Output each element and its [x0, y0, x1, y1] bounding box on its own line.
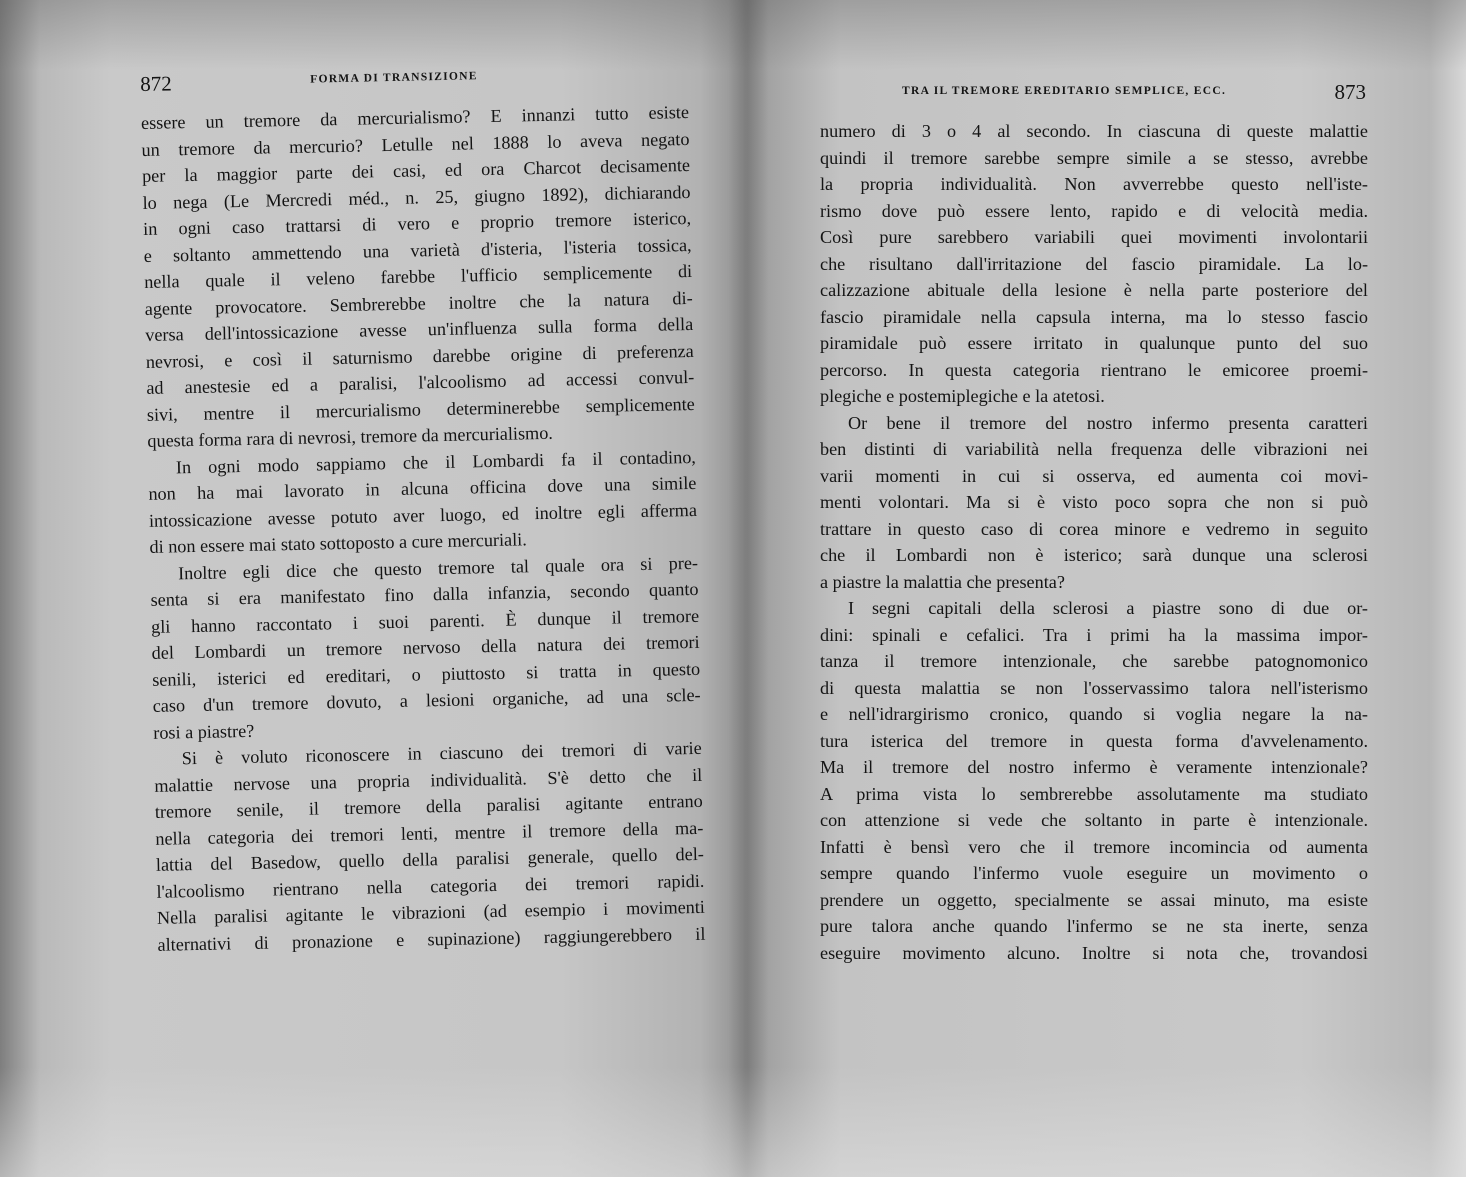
text-line: trattare in questo caso di corea minore e vedremo in seguito — [820, 518, 1368, 539]
text-line: di questa malattia se non l'osservassimo talora nell'isterismo — [820, 677, 1368, 698]
text-line: numero di 3 o 4 al secondo. In ciascuna di queste malattie — [820, 121, 1368, 141]
text-line: percorso. In questa categoria rientrano le emicoree proemi- — [820, 359, 1368, 380]
text-line: I segni capitali della sclerosi a piastre sono di due or- — [848, 598, 1368, 618]
bottom-glare — [0, 1067, 1466, 1177]
text-line: intossicazione avesse potuto aver luogo, ed inoltre egli afferma — [148, 499, 698, 531]
text-line: malattie nervose una propria individualità. S'è detto che il — [154, 764, 703, 796]
right-page-header — [820, 80, 1368, 108]
text-line: un tremore da mercurio? Letulle nel 1888 lo aveva negato — [141, 128, 690, 160]
text-line: sempre quando l'infermo vuole eseguire un movimento o — [820, 863, 1368, 883]
text-line: agente provocatore. Sembrerebbe inoltre che la natura di- — [144, 287, 693, 319]
text-line: tura isterica del tremore in questa forma d'avvelenamento. — [820, 730, 1368, 751]
text-line: del Lombardi un tremore nervoso della natura dei tremori — [151, 631, 700, 663]
text-line: Così pure sarebbero variabili quei movimenti involontarii — [820, 227, 1368, 247]
text-line: versa dell'intossicazione avesse un'influenza sulla forma della — [145, 313, 694, 345]
text-line: caso d'un tremore dovuto, a lesioni organiche, ad una scle- — [152, 684, 701, 716]
left-page — [140, 61, 706, 958]
text-line: tanza il tremore intenzionale, che sarebbe patognomonico — [820, 651, 1368, 671]
text-line: lo nega (Le Mercredi méd., n. 25, giugno 1892), dichiarando — [142, 181, 691, 213]
text-line: piramidale può essere irritato in qualunque punto del suo — [820, 333, 1368, 353]
text-line: calizzazione abituale della lesione è nella parte posteriore del — [820, 280, 1368, 300]
text-line: fascio piramidale nella capsula interna, ma lo stesso fascio — [820, 306, 1368, 327]
text-line: rismo dove può essere lento, rapido e di velocità media. — [820, 200, 1368, 221]
right-page-number: 873 — [1334, 80, 1366, 104]
text-line: varii momenti in cui si osserva, ed aumenta coi movi- — [820, 465, 1368, 486]
text-line: In ogni modo sappiamo che il Lombardi fa il contadino, — [175, 446, 697, 477]
text-line: Nella paralisi agitante le vibrazioni (ad esempio i movimenti — [156, 896, 706, 928]
right-page-text — [820, 118, 1368, 966]
text-line: Or bene il tremore del nostro infermo presenta caratteri — [848, 412, 1368, 433]
text-line: di non essere mai stato sottoposto a cure mercuriali. — [149, 529, 527, 557]
text-line: per la maggior parte dei casi, ed ora Charcot decisamente — [141, 154, 691, 186]
text-line: Si è voluto riconoscere in ciascuno dei tremori di varie — [181, 737, 702, 769]
right-page — [820, 80, 1368, 966]
text-line: che il Lombardi non è isterico; sarà dunque una sclerosi — [820, 545, 1368, 565]
text-line: gli hanno raccontato i suoi parenti. È dunque il tremore — [150, 605, 700, 637]
text-line: senili, isterici ed ereditari, o piuttosto si tratta in questo — [151, 658, 701, 690]
text-line: nella categoria dei tremori lenti, mentre il tremore della ma- — [155, 817, 704, 849]
text-line: nevrosi, e così il saturnismo darebbe origine di preferenza — [145, 340, 694, 372]
text-line: alternativi di pronazione e supinazione) raggiungerebbero il — [157, 923, 706, 955]
text-line: rosi a piastre? — [153, 720, 255, 743]
text-line: senta si era manifestato fino dalla infanzia, secondo quanto — [150, 578, 699, 610]
text-line: A prima vista lo sembrerebbe assolutamente ma studiato — [820, 783, 1368, 804]
text-line: nella quale il veleno farebbe l'ufficio semplicemente di — [144, 260, 693, 292]
text-line: lattia del Basedow, quello della paralisi generale, quello del- — [155, 843, 705, 875]
left-page-text — [141, 99, 706, 958]
text-line: plegiche e postemiplegiche e la atetosi. — [820, 386, 1105, 406]
text-line: sivi, mentre il mercurialismo determinerebbe semplicemente — [146, 393, 695, 425]
text-line: essere un tremore da mercurialismo? E innanzi tutto esiste — [140, 101, 690, 133]
text-line: e soltanto ammettendo una varietà d'isteria, l'isteria tossica, — [143, 234, 692, 266]
text-line: dini: spinali e cefalici. Tra i primi ha la massima impor- — [820, 624, 1368, 645]
text-line: ben distinti di variabilità nella frequenza delle vibrazioni nei — [820, 439, 1368, 459]
text-line: a piastre la malattia che presenta? — [820, 571, 1065, 592]
text-line: non ha mai lavorato in alcuna officina dove una simile — [148, 472, 697, 504]
text-line: menti volontari. Ma si è visto poco sopra che non si può — [820, 492, 1368, 512]
text-line: in ogni caso trattarsi di vero e proprio tremore isterico, — [142, 207, 692, 239]
text-line: quindi il tremore sarebbe sempre simile a se stesso, avrebbe — [820, 147, 1368, 168]
text-line: tremore senile, il tremore della paralisi agitante entrano — [154, 790, 703, 822]
book-gutter — [728, 0, 768, 1177]
text-line: eseguire movimento alcuno. Inoltre si nota che, trovandosi — [820, 942, 1368, 963]
text-line: Infatti è bensì vero che il tremore incomincia od aumenta — [820, 836, 1368, 857]
text-line: prendere un oggetto, specialmente se assai minuto, ma esiste — [820, 889, 1368, 910]
text-line: pure talora anche quando l'infermo se ne sta inerte, senza — [820, 916, 1368, 936]
text-line: ad anestesie ed a paralisi, l'alcoolismo ad accessi convul- — [146, 366, 695, 398]
text-line: la propria individualità. Non avverrebbe questo nell'iste- — [820, 174, 1368, 194]
text-line: l'alcoolismo rientrano nella categoria dei tremori rapidi. — [156, 870, 705, 902]
right-running-head: TRA IL TREMORE EREDITARIO SEMPLICE, ECC. — [902, 85, 1227, 97]
text-line: e nell'idrargirismo cronico, quando si voglia negare la na- — [820, 704, 1368, 724]
text-line: con attenzione si vede che soltanto in parte è intenzionale. — [820, 810, 1368, 830]
text-line: che risultano dall'irritazione del fascio piramidale. La lo- — [820, 253, 1368, 274]
left-running-head: FORMA DI TRANSIZIONE — [310, 70, 478, 86]
text-line: questa forma rara di nevrosi, tremore da mercurialismo. — [147, 422, 554, 451]
text-line: Ma il tremore del nostro infermo è veramente intenzionale? — [820, 757, 1368, 777]
text-line: Inoltre egli dice che questo tremore tal quale ora si pre- — [177, 552, 699, 583]
left-page-number: 872 — [140, 71, 172, 96]
